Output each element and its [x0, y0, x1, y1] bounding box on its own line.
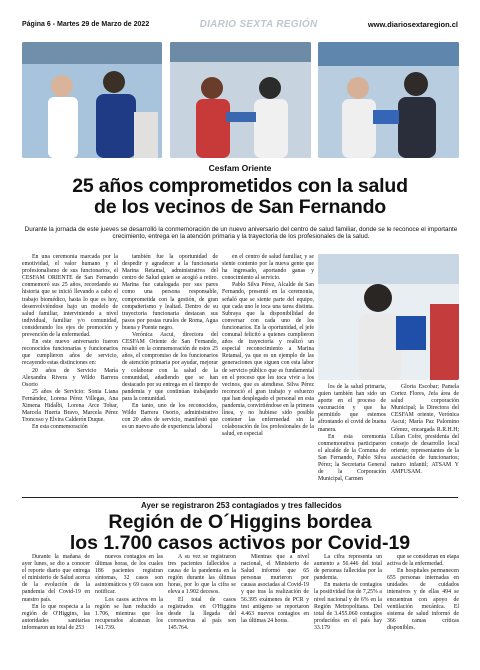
newspaper-brand: DIARIO SEXTA REGIÓN [199, 18, 318, 30]
paragraph: Durante la mañana de ayer lunes, se dio a conocer el reporte diario que entrega el ministerio de Salud acerca de la evolución de la pandemia del Covid-19 en nuestro país. [22, 554, 90, 603]
paragraph: En esta ceremonia conmemorativa participaron el alcalde de la Comuna de San Fernando, Pablo Silva Pérez; la Secretaria General de la Corporación Municipal, Carmen [318, 433, 386, 483]
paragraph: En lo que respecta a la región de O'Higgins, las autoridades sanitarias informaron un total de 253 [22, 603, 90, 631]
photo-ceremony-2-icon [170, 42, 311, 158]
paragraph: Pablo Silva Pérez, Alcalde de San Fernando, presentó en la ceremonia, señaló que se siente parte del equipo, que cada uno le toca una tarea distinta. Subraya que la disponibilidad de conversar con cada uno de los funcionarios. En la oportunidad, el jefe comunal felicitó a quienes cumplieron años de trayectoria y realizó un especial reconocimiento a Marina Retamal, ya que es un ejemplo de las generaciones que siguen con esta labor de servicio público que es fundamental en el proceso que les toca vivir a los vecinos, que es atendiese. Silva Pérez reconoció el gran trabajo y esfuerzo que han desplegado el personal en esta pandemia, convirtiéndose en la primera línea, y no hubiese sido posible contener las enfermedad sin la colaboración de los profesionales de la salud, en especial [222, 282, 314, 438]
site-url[interactable]: www.diariosextaregion.cl [367, 19, 458, 29]
award-photo [318, 254, 459, 380]
article2-column-3 [168, 554, 236, 632]
article2-column-6 [387, 554, 459, 632]
ceremony-photo-2 [170, 42, 311, 158]
headline-line-1: Región de O´Higgins bordea [108, 511, 372, 533]
paragraph: A su vez se registraron tres pacientes fallecidos a causa de la pandemia en la región durante las últimas horas, por lo que la cifra se eleva a 1.902 decesos. [168, 554, 236, 596]
headline-line-1: 25 años comprometidos con la salud [72, 175, 408, 197]
article1-column-3 [222, 254, 314, 438]
paragraph: En este nuevo aniversario fueron reconocidos funcionarias y funcionarios que cumplieron años de servicio, recayendo estas distinciones en: [22, 339, 118, 367]
page-date: Página 6 - Martes 29 de Marzo de 2022 [22, 20, 150, 28]
paragraph: que se consideran en etapa activa de la enfermedad. [387, 554, 459, 568]
paragraph: En una ceremonia marcada por la emotividad, el valor humano y el profesionalismo de sus funcionarios, el CESFAM ORIENTE de San Fernando conmemoró sus 25 años, recordando su historia que se inició llevando a cabo el trabajo biomédico, hasta lo que es hoy, desenvolviéndose bajo un modelo de salud familiar, interviniendo a nivel individual, familiar y/o comunidad, considerando los ejes de promoción y prevención de la enfermedad. [22, 254, 118, 339]
paragraph: Verónica Ascui, directora del CESFAM Oriente de San Fernando, resaltó en la conmemoración de estos 25 años, el compromiso de los funcionarios de atención primaria por ayudar, mejorar y colaborar con la salud de la comunidad, añadiendo que se han destacado por su entrega en el tiempo de pandemia y que continúan trabajando para la comunidad. [122, 332, 218, 402]
article1-kicker: Cesfam Oriente [208, 163, 272, 173]
paragraph: 25 años de Servicio: Sonia Liana Fernández, Lorena Pérez Villegas, Ana Ximena Hidalbi, Lorena Arce Tobar, Marcela Huerta Bravo, Marcela Pérez Troncoso y Elvira Calderón Duque. [22, 388, 118, 424]
paragraph: En hospitales permanecen 655 personas internadas en unidades de cuidados intensivos y de ellas 494 se encuentran con apoyo de ventilación mecánica. El sistema de salud informó de 366 camas críticas disponibles. [387, 568, 459, 631]
article1-column-4 [318, 384, 386, 483]
article2-column-5 [314, 554, 382, 632]
paragraph: Mientras que a nivel nacional, el Ministerio de Salud informó que 65 personas murieron por causas asociadas al Covid-19 y que tras la realización de 56.395 exámenes de PCR y test antígeno se reportaron 4.463 nuevos contagios en las últimas 24 horas. [241, 554, 309, 624]
photo-ceremony-3-icon [318, 42, 459, 158]
section-divider [22, 497, 458, 498]
paragraph: En esta conmemoración [32, 424, 88, 431]
headline-line-2: de los vecinos de San Fernando [94, 196, 386, 218]
paragraph: en el centro de salud familiar, y se siente contento por la nueva gente que ha ingresado, aportando ganas y conocimiento al servicio. [222, 254, 314, 282]
paragraph: En materia de contagios la positividad fue de 7,25% a nivel nacional y de 6% en la Región Metropolitana. Del total de 3.455.060 contagios producidos en el país hay 33.179 [314, 582, 382, 631]
article2-headline [14, 512, 466, 554]
article1-headline [14, 176, 466, 218]
article1-column-2 [122, 254, 218, 431]
paragraph: también fue la oportunidad de despedir y agradecer a la funcionaria Marina Retamal, administrativa del centro de Salud quien se acogió a retiro. Marina fue catalogada por sus pares como una persona responsable, comprometida con la gestión, de gran compañerismo y lealtad. Dentro de su trayectoria funcionaria destacan sus pasos por postas rurales de Roma, Agua buena y Puente negro. [122, 254, 218, 331]
article2-column-2 [95, 554, 163, 632]
photo-ceremony-1-icon [22, 42, 162, 158]
paragraph: Los casos activos en la región se han reducido a 1.706, mientras que los recuperados alcanzan los 141.739. [95, 596, 163, 631]
paragraph: La cifra representa un aumento a 56.446 del total de personas fallecidas por la pandemia. [314, 554, 382, 582]
article2-kicker: Ayer se registraron 253 contagiados y tres fallecidos [141, 501, 342, 510]
article1-deck: Durante la jornada de este jueves se desarrolló la conmemoración de un nuevo aniversario del centro de salud familiar, donde se le reconoce el importante crecimiento, entrega en la atención primaria y la trayectoria de los profesionales de la salud. [24, 226, 458, 241]
ceremony-photo-3 [318, 42, 459, 158]
article1-column-5 [391, 384, 459, 476]
paragraph: En tanto, uno de los reconocidos, Wildo Barrera Osorio, administrativo con 20 años de servicio, manifestó que es un nuevo año de experiencia laboral [122, 402, 218, 431]
paragraph: El total de casos registrados en O'Higgins desde la llegada del coronavirus al país son 145.764. [168, 596, 236, 631]
paragraph: nuevos contagios en las últimas horas, de los cuales 186 pacientes registran síntomas, 32 casos son asintomáticos y 69 casos son notificar. [95, 554, 163, 596]
ceremony-photo-1 [22, 42, 162, 158]
article2-column-1 [22, 554, 90, 632]
photo-award-icon [318, 254, 459, 380]
page-header [22, 17, 458, 31]
headline-line-2: los 1.700 casos activos por Covid-19 [69, 532, 411, 554]
paragraph: 20 años de Servicio María Alexandra Rivera y Wildo Barrera Osorio [22, 367, 118, 388]
paragraph: Gloria Escobar; Pamela Cortez Flores, Jefa área de salud corporación Municipal; la Directora del CESFAM oriente, Verónica Ascui; María Paz Palomino Gómez, encargada R.R.H.H; Lilian Cofre, presidenta del consejo de desarrollo local oriente; representantes de la asociación de funcionarios; naturo infantil; ATSAM Y AMFUSAM. [391, 384, 459, 476]
article2-column-4 [241, 554, 309, 625]
paragraph: los de la salud primaria, quien también han sido un aporte en el proceso de vacunación y que ha permitido que estemos afrontando el covid de buena manera. [318, 384, 386, 433]
article1-column-1 [22, 254, 118, 431]
